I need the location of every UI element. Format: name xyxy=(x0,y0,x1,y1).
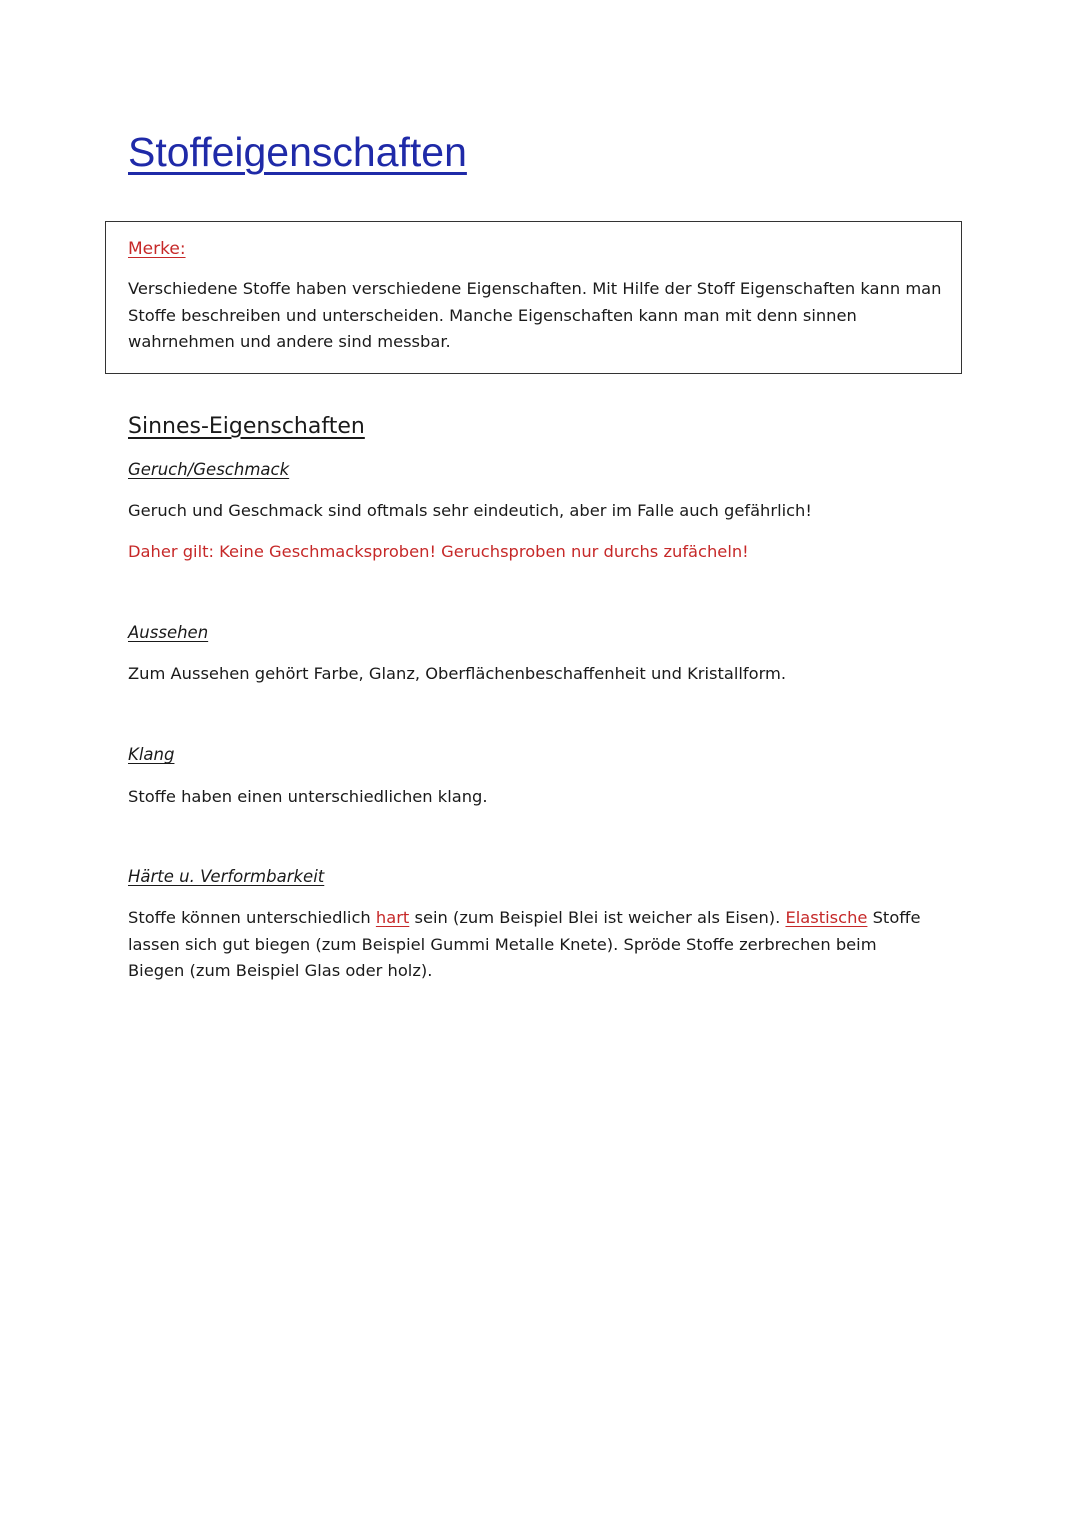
klang-heading: Klang xyxy=(128,745,175,764)
elastische-highlight: Elastische xyxy=(785,908,868,927)
geruch-warning: Daher gilt: Keine Geschmacksproben! Geruchsproben nur durchs zufächeln! xyxy=(128,542,749,561)
haerte-heading: Härte u. Verformbarkeit xyxy=(128,867,325,886)
section-title: Sinnes-Eigenschaften xyxy=(128,414,365,439)
haerte-text xyxy=(128,905,928,985)
geruch-heading: Geruch/Geschmack xyxy=(128,460,290,479)
aussehen-heading: Aussehen xyxy=(128,623,209,642)
merke-box xyxy=(105,221,962,374)
merke-text: Verschiedene Stoffe haben verschiedene Eigenschaften. Mit Hilfe der Stoff Eigenschaften kann man Stoffe beschreiben und unterscheiden. Manche Eigenschaften kann man mit denn sinnen wahrnehmen und andere sind messbar. xyxy=(128,279,942,351)
aussehen-text: Zum Aussehen gehört Farbe, Glanz, Oberflächenbeschaffenheit und Kristallform. xyxy=(128,664,787,683)
hart-highlight: hart xyxy=(375,908,410,927)
haerte-text-part2: sein (zum Beispiel Blei ist weicher als Eisen). xyxy=(409,908,786,927)
klang-text: Stoffe haben einen unterschiedlichen klang. xyxy=(128,787,488,806)
geruch-text: Geruch und Geschmack sind oftmals sehr eindeutich, aber im Falle auch gefährlich! xyxy=(128,501,812,520)
page-title: Stoffeigenschaften xyxy=(128,129,467,175)
merke-label: Merke: xyxy=(128,239,186,259)
haerte-text-part1: Stoffe können unterschiedlich xyxy=(128,908,376,927)
haerte-text-part3: Stoffe lassen sich gut biegen (zum Beispiel Gummi Metalle Knete). Spröde Stoffe zerbrechen beim Biegen (zum Beispiel Glas oder holz). xyxy=(128,908,921,980)
